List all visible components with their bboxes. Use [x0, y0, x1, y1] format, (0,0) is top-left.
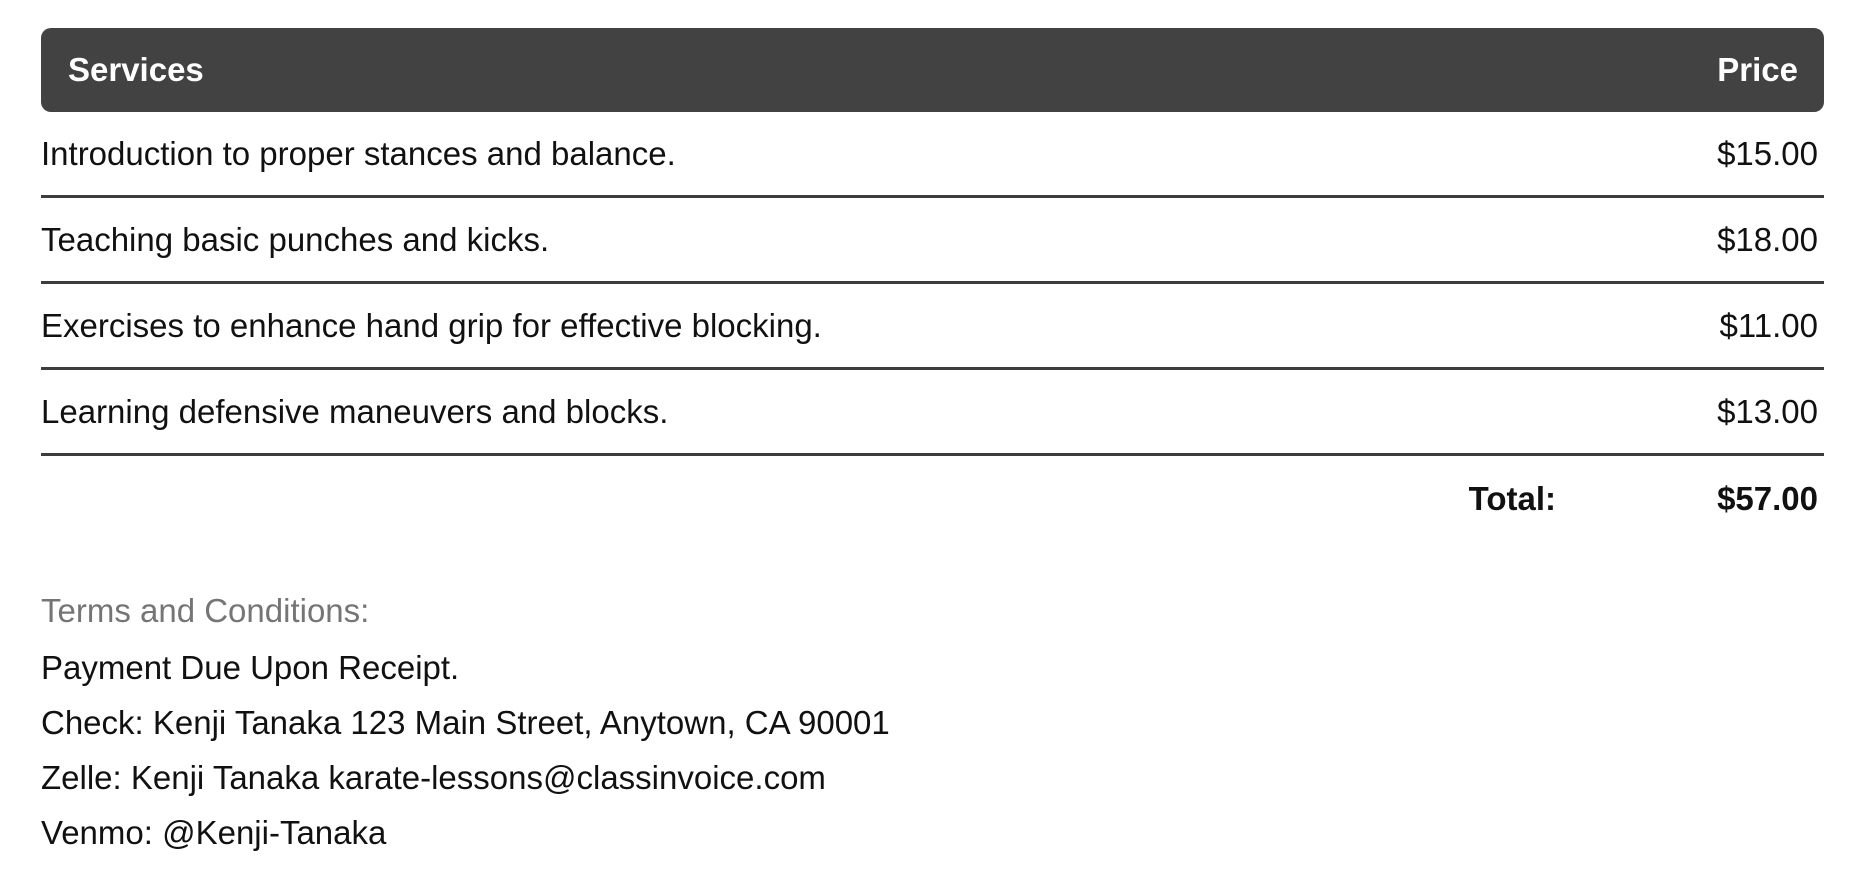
table-footer [41, 456, 1824, 541]
table-header [41, 28, 1824, 112]
service-name: Teaching basic punches and kicks. [41, 198, 1564, 284]
total-value: $57.00 [1717, 479, 1818, 517]
service-price: $11.00 [1564, 284, 1824, 370]
terms-section [41, 583, 1824, 860]
table-row [41, 370, 1824, 456]
table-row [41, 112, 1824, 198]
column-header-price: Price [1564, 28, 1824, 112]
terms-line-payment-due: Payment Due Upon Receipt. [41, 649, 460, 686]
service-price: $18.00 [1564, 198, 1824, 284]
service-name: Introduction to proper stances and balance. [41, 112, 1564, 198]
column-header-services: Services [41, 28, 1564, 112]
table-row [41, 284, 1824, 370]
service-name: Exercises to enhance hand grip for effective blocking. [41, 284, 1564, 370]
table-header-row [41, 28, 1824, 112]
terms-line-check: Check: Kenji Tanaka 123 Main Street, Anytown, CA 90001 [41, 704, 890, 741]
total-label: Total: [1468, 479, 1556, 517]
total-row [41, 456, 1824, 541]
terms-line-zelle: Zelle: Kenji Tanaka karate-lessons@classinvoice.com [41, 759, 826, 796]
terms-line-venmo: Venmo: @Kenji-Tanaka [41, 814, 387, 851]
table-body [41, 112, 1824, 456]
table-row [41, 198, 1824, 284]
service-price: $13.00 [1564, 370, 1824, 456]
terms-heading: Terms and Conditions: [41, 592, 370, 629]
service-name: Learning defensive maneuvers and blocks. [41, 370, 1564, 456]
services-table [41, 28, 1824, 541]
service-price: $15.00 [1564, 112, 1824, 198]
